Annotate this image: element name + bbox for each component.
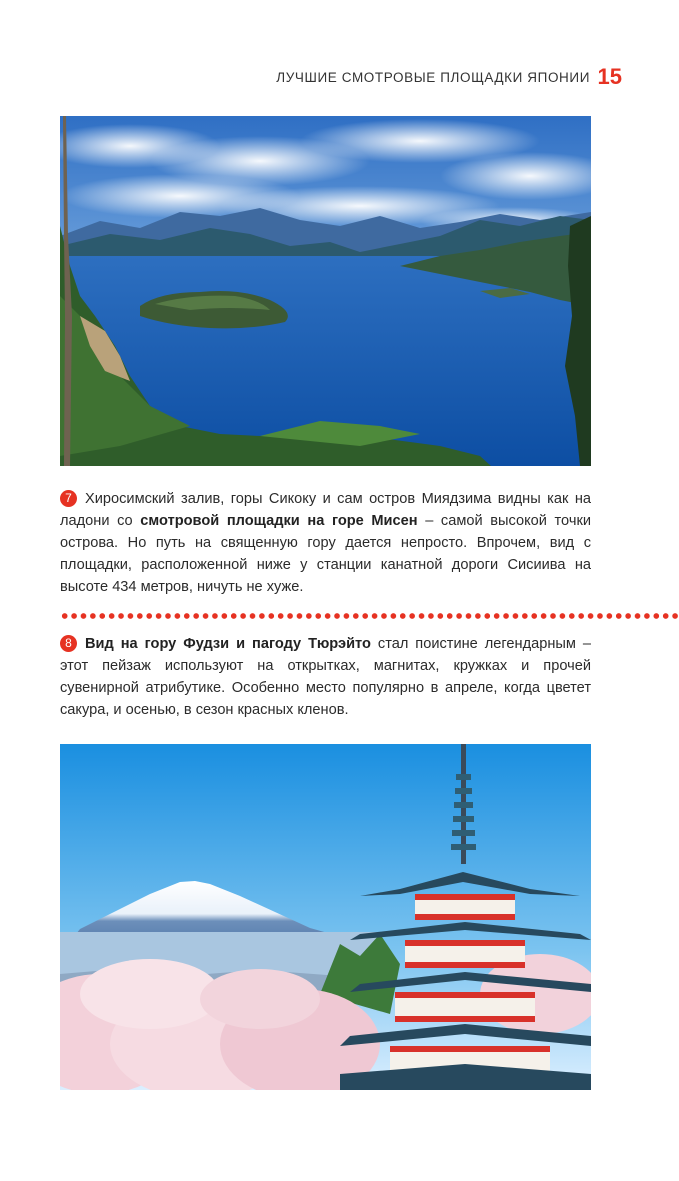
page-number: 15 [597, 64, 622, 89]
para8-bold: Вид на гору Фудзи и пагоду Тюрэйто [85, 636, 371, 652]
paragraph-fuji [60, 633, 591, 721]
para7-text-before: Хиросимский залив, горы Сикоку и сам остров Миядзима видны как на ладони со [60, 491, 591, 529]
para8-text-after: стал поистине легендарным – этот пейзаж используют на открытках, магнитах, кружках и прочей сувенирной атрибутике. Особенно место популярно в апреле, когда цветет сакура, и осенью, в сезон красных кленов. [60, 636, 591, 718]
paragraph-misen [60, 488, 591, 598]
photo-hiroshima-bay [60, 116, 591, 466]
para7-bold: смотровой площадки на горе Мисен [140, 513, 418, 529]
running-header [60, 64, 622, 89]
item-number-badge: 7 [60, 490, 77, 507]
header-title: ЛУЧШИЕ СМОТРОВЫЕ ПЛОЩАДКИ ЯПОНИИ [276, 70, 590, 85]
dotted-divider [60, 613, 679, 619]
item-number-badge: 8 [60, 635, 77, 652]
photo-fuji-chureito-pagoda [60, 744, 591, 1090]
para7-text-after: – самой высокой точки острова. Но путь на священную гору дается непросто. Впрочем, вид с площадки, расположенной ниже у станции канатной дороги Сисиива на высоте 434 метров, ничуть не хуже. [60, 513, 591, 595]
